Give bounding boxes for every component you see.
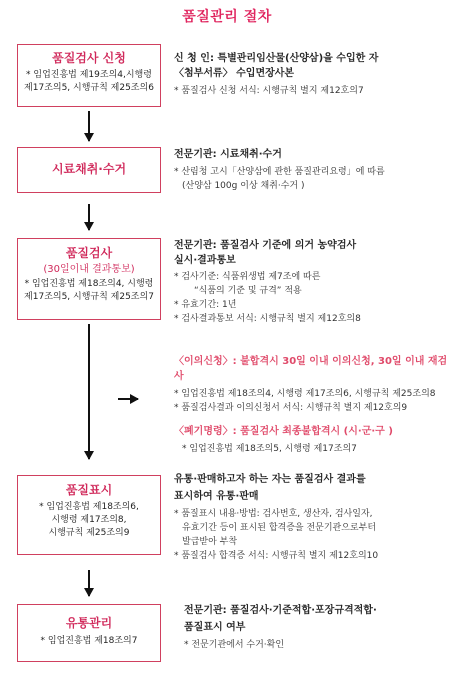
step-title: 품질검사 신청	[52, 51, 126, 65]
step-description-labeling	[174, 472, 450, 563]
desc-heading: 표시하여 유통·판매	[174, 491, 259, 502]
step-box-application	[17, 44, 161, 107]
step-description-application	[174, 51, 450, 98]
branch-arrow	[118, 398, 138, 400]
flow-arrow	[88, 204, 90, 230]
step-law: 제17조의5, 시행규칙 제25조의6	[24, 83, 154, 93]
desc-heading: 전문기관: 품질검사·기준적합·포장규격적합·	[184, 605, 377, 616]
page-title: 품질관리 절차	[182, 9, 272, 25]
step-law: * 임업진흥법 제18조의6,	[39, 502, 139, 512]
flow-arrow	[88, 324, 90, 459]
step-law: * 임업진흥법 제18조의7	[40, 636, 138, 646]
desc-heading: 〈첨부서류〉 수입면장사본	[174, 68, 295, 79]
objection-section	[174, 354, 450, 456]
desc-line: * 전문기관에서 수거·확인	[184, 640, 285, 650]
desc-line: * 유효기간: 1년	[174, 300, 237, 310]
step-title: 시료채취·수거	[51, 162, 127, 176]
desc-heading: 품질표시 여부	[184, 622, 246, 633]
desc-line: * 검사기준: 식품위생법 제7조에 따른	[174, 272, 321, 282]
desc-line: 유효기간 등이 표시된 합격증을 전문기관으로부터	[182, 523, 377, 533]
desc-heading: 유통·판매하고자 하는 자는 품질검사 결과를	[174, 474, 366, 485]
desc-line: “식품의 기준 및 규격” 적용	[194, 286, 302, 296]
step-box-sampling	[17, 147, 161, 193]
desc-line: (산양삼 100g 이상 채취·수거 )	[182, 181, 305, 191]
step-law: 제17조의5, 시행규칙 제25조의7	[24, 292, 154, 302]
desc-line: * 품질검사 신청 서식: 시행규칙 별지 제12호의7	[174, 86, 364, 96]
desc-heading: 전문기관: 품질검사 기준에 의거 농약검사	[174, 240, 357, 251]
disposal-line: * 임업진흥법 제18조의5, 시행령 제17조의7	[182, 444, 357, 454]
desc-heading: 신 청 인: 특별관리임산물(산양삼)을 수입한 자	[174, 53, 379, 64]
step-box-labeling	[17, 475, 161, 555]
step-description-distribution	[184, 603, 450, 652]
desc-line: 발급받아 부착	[182, 537, 238, 547]
step-subtitle: (30일이내 결과통보)	[43, 264, 135, 275]
desc-line: * 품질표시 내용·방법: 검사번호, 생산자, 검사일자,	[174, 509, 373, 519]
desc-line: * 품질검사 합격증 서식: 시행규칙 별지 제12호의10	[174, 551, 379, 561]
step-law: * 임업진흥법 제18조의4, 시행령	[24, 279, 154, 289]
objection-heading: 〈이의신청〉: 불합격시 30일 이내 이의신청, 30일 이내 재검사	[174, 356, 448, 382]
step-title: 품질검사	[65, 246, 113, 260]
step-law: 시행규칙 제25조의9	[48, 528, 130, 538]
desc-heading: 실시·결과통보	[174, 255, 236, 266]
objection-line: * 품질검사결과 이의신청서 서식: 시행규칙 별지 제12호의9	[174, 403, 408, 413]
flow-arrow	[88, 570, 90, 596]
step-title: 품질표시	[65, 483, 113, 497]
step-law: * 임업진흥법 제19조의4,시행령	[26, 70, 152, 80]
step-description-sampling	[174, 147, 450, 193]
desc-line: * 산림청 고시「산양삼에 관한 품질관리요령」에 따름	[174, 167, 385, 177]
objection-line: * 임업진흥법 제18조의4, 시행령 제17조의6, 시행규칙 제25조의8	[174, 389, 436, 399]
step-box-distribution	[17, 604, 161, 662]
desc-heading: 전문기관: 시료채취·수거	[174, 149, 282, 160]
step-title: 유통관리	[65, 616, 113, 630]
flow-arrow	[88, 111, 90, 141]
desc-line: * 검사결과통보 서식: 시행규칙 별지 제12호의8	[174, 314, 361, 324]
step-description-inspection	[174, 238, 450, 326]
disposal-heading: 〈폐기명령〉: 품질검사 최종불합격시 (시·군·구 )	[174, 426, 393, 437]
step-law: 시행령 제17조의8,	[51, 515, 127, 525]
step-box-inspection	[17, 238, 161, 320]
